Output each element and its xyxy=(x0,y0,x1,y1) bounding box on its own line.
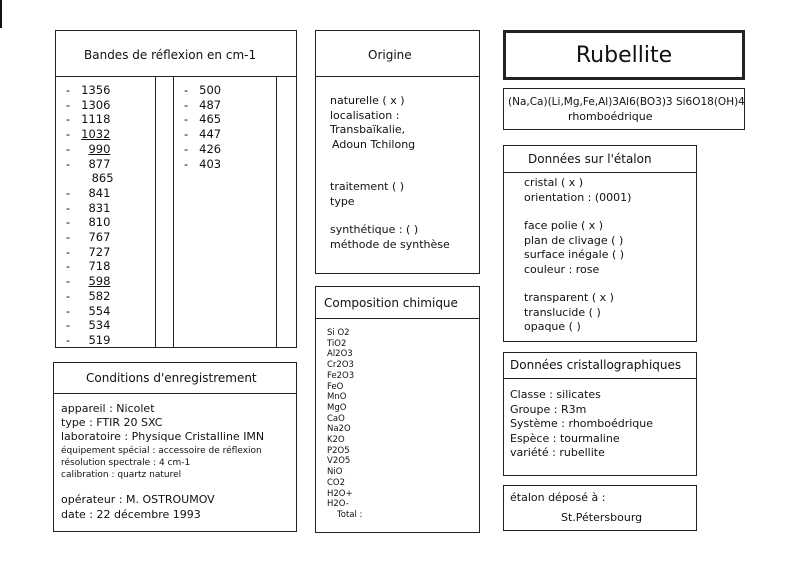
band-value: 426 xyxy=(199,141,222,156)
origine-body xyxy=(330,94,450,252)
etalon-body xyxy=(524,176,631,335)
oxide-label: CO2 xyxy=(327,477,346,488)
cristallo-body xyxy=(510,388,653,461)
type-field: type xyxy=(330,194,355,208)
oxide-label: H2O- xyxy=(327,499,349,510)
variete-field: variété : rubellite xyxy=(510,446,605,459)
bands-divider-2 xyxy=(173,76,174,347)
conditions-title: Conditions d'enregistrement xyxy=(86,371,257,385)
resolution-field: résolution spectrale : 4 cm-1 xyxy=(61,458,191,468)
band-value: 487 xyxy=(199,97,222,112)
groupe-field: Groupe : R3m xyxy=(510,402,587,416)
mineral-title: Rubellite xyxy=(575,43,673,68)
oxide-label: H2O+ xyxy=(327,488,353,499)
oxide-label: CaO xyxy=(327,413,345,424)
band-value: 718 xyxy=(88,259,111,274)
band-value: 841 xyxy=(88,185,111,200)
bands-header xyxy=(56,31,296,77)
bands-title: Bandes de réflexion en cm-1 xyxy=(84,48,257,62)
oxide-label: MgO xyxy=(327,402,347,413)
synthetique-field: synthétique : ( ) xyxy=(330,223,419,236)
composition-title: Composition chimique xyxy=(324,296,458,310)
formula-system: rhomboédrique xyxy=(568,110,653,123)
origine-panel xyxy=(315,30,480,274)
etalon-title: Données sur l'étalon xyxy=(528,152,652,166)
oxide-label: Na2O xyxy=(327,424,351,435)
translucide-field: translucide ( ) xyxy=(524,305,601,319)
etalon-panel xyxy=(503,145,697,342)
oxide-label: P2O5 xyxy=(327,445,350,456)
band-value: 1356 xyxy=(81,83,111,97)
etalon-header xyxy=(504,146,696,173)
band-value: 500 xyxy=(199,83,222,97)
conditions-details xyxy=(61,445,262,481)
edge-mark xyxy=(0,0,2,28)
espece-field: Espèce : tourmaline xyxy=(510,431,620,445)
transparent-field: transparent ( x ) xyxy=(524,291,614,304)
appareil-field: appareil : Nicolet xyxy=(61,402,155,415)
conditions-header xyxy=(54,363,296,394)
composition-header xyxy=(316,287,479,319)
conditions-body xyxy=(61,402,264,444)
band-value: 582 xyxy=(88,288,111,303)
plan-clivage-field: plan de clivage ( ) xyxy=(524,233,624,247)
face-polie-field: face polie ( x ) xyxy=(524,219,604,232)
formula-line: (Na,Ca)(Li,Mg,Fe,Al)3Al6(BO3)3 Si6O18(OH)4 xyxy=(508,96,745,108)
depose-panel xyxy=(503,485,697,531)
band-value: 1118 xyxy=(81,112,111,127)
localisation-line-1: Transbaïkalie, xyxy=(330,123,406,136)
band-value: 554 xyxy=(88,303,111,318)
date-field: date : 22 décembre 1993 xyxy=(61,508,201,521)
oxide-label: K2O xyxy=(327,435,345,446)
bands-divider-3 xyxy=(276,76,277,347)
band-value: 831 xyxy=(88,200,111,215)
localisation-line-2: Adoun Tchilong xyxy=(332,137,416,151)
conditions-panel xyxy=(53,362,297,532)
band-value: 865 xyxy=(91,171,114,186)
equipement-field: équipement spécial : accessoire de réflexion xyxy=(61,446,262,456)
oxide-label: V2O5 xyxy=(327,456,351,467)
classe-field: Classe : silicates xyxy=(510,388,601,401)
title-box xyxy=(503,30,745,80)
oxide-label: Si O2 xyxy=(327,328,350,338)
band-value: 465 xyxy=(199,112,222,127)
band-value: 534 xyxy=(88,318,111,333)
origine-title: Origine xyxy=(368,48,412,62)
cristallo-title: Données cristallographiques xyxy=(510,358,682,372)
oxide-label: MnO xyxy=(327,392,347,403)
depose-place: St.Pétersbourg xyxy=(561,511,643,524)
couleur-field: couleur : rose xyxy=(524,262,600,276)
oxide-label: NiO xyxy=(327,467,343,478)
band-value: 519 xyxy=(88,332,111,347)
origine-header xyxy=(316,31,479,77)
calibration-field: calibration : quartz naturel xyxy=(61,470,182,480)
operateur-field: opérateur : M. OSTROUMOV xyxy=(61,493,215,506)
depose-label: étalon déposé à : xyxy=(510,491,606,504)
naturelle-field: naturelle ( x ) xyxy=(330,94,405,107)
total-label: Total : xyxy=(337,509,363,520)
band-value: 990 xyxy=(88,141,111,156)
band-value: 727 xyxy=(88,244,111,259)
band-value: 447 xyxy=(199,127,222,142)
band-value: 598 xyxy=(88,274,111,289)
bands-col1: - 1356 - 1306 - 1118 - 1032 - 990 - 877 865 - 841 - 831 - 810 - 767 - 727 - 718 - 598 - 582 - 554 - 534 - 519 xyxy=(66,83,114,347)
systeme-field: Système : rhomboédrique xyxy=(510,417,653,430)
traitement-field: traitement ( ) xyxy=(330,180,405,193)
surface-field: surface inégale ( ) xyxy=(524,248,625,261)
bands-panel xyxy=(55,30,297,348)
laboratoire-field: laboratoire : Physique Cristalline IMN xyxy=(61,430,265,443)
band-value: 810 xyxy=(88,215,111,230)
formula-box xyxy=(503,88,745,130)
oxide-label: TiO2 xyxy=(327,338,347,349)
type-field: type : FTIR 20 SXC xyxy=(61,416,163,429)
bands-divider-1 xyxy=(155,76,156,347)
oxide-label: FeO xyxy=(327,381,344,392)
cristallo-panel xyxy=(503,352,697,476)
opaque-field: opaque ( ) xyxy=(524,320,581,333)
oxide-label: Fe2O3 xyxy=(327,370,355,381)
oxide-label: Cr2O3 xyxy=(327,360,354,371)
cristal-field: cristal ( x ) xyxy=(524,176,584,189)
band-value: 1306 xyxy=(81,97,111,112)
band-value: 767 xyxy=(88,230,111,245)
band-value: 877 xyxy=(88,156,111,171)
cristallo-header xyxy=(504,353,696,379)
methode-field: méthode de synthèse xyxy=(330,237,450,251)
oxide-label: Al2O3 xyxy=(327,349,353,360)
band-value: 403 xyxy=(199,156,222,171)
composition-panel xyxy=(315,286,480,533)
band-value: 1032 xyxy=(81,127,111,142)
orientation-field: orientation : (0001) xyxy=(524,190,632,204)
conditions-footer xyxy=(61,492,215,522)
localisation-label: localisation : xyxy=(330,108,400,122)
bands-col2: - 500 - 487 - 465 - 447 - 426 - 403 xyxy=(184,83,222,171)
composition-list xyxy=(327,328,362,521)
